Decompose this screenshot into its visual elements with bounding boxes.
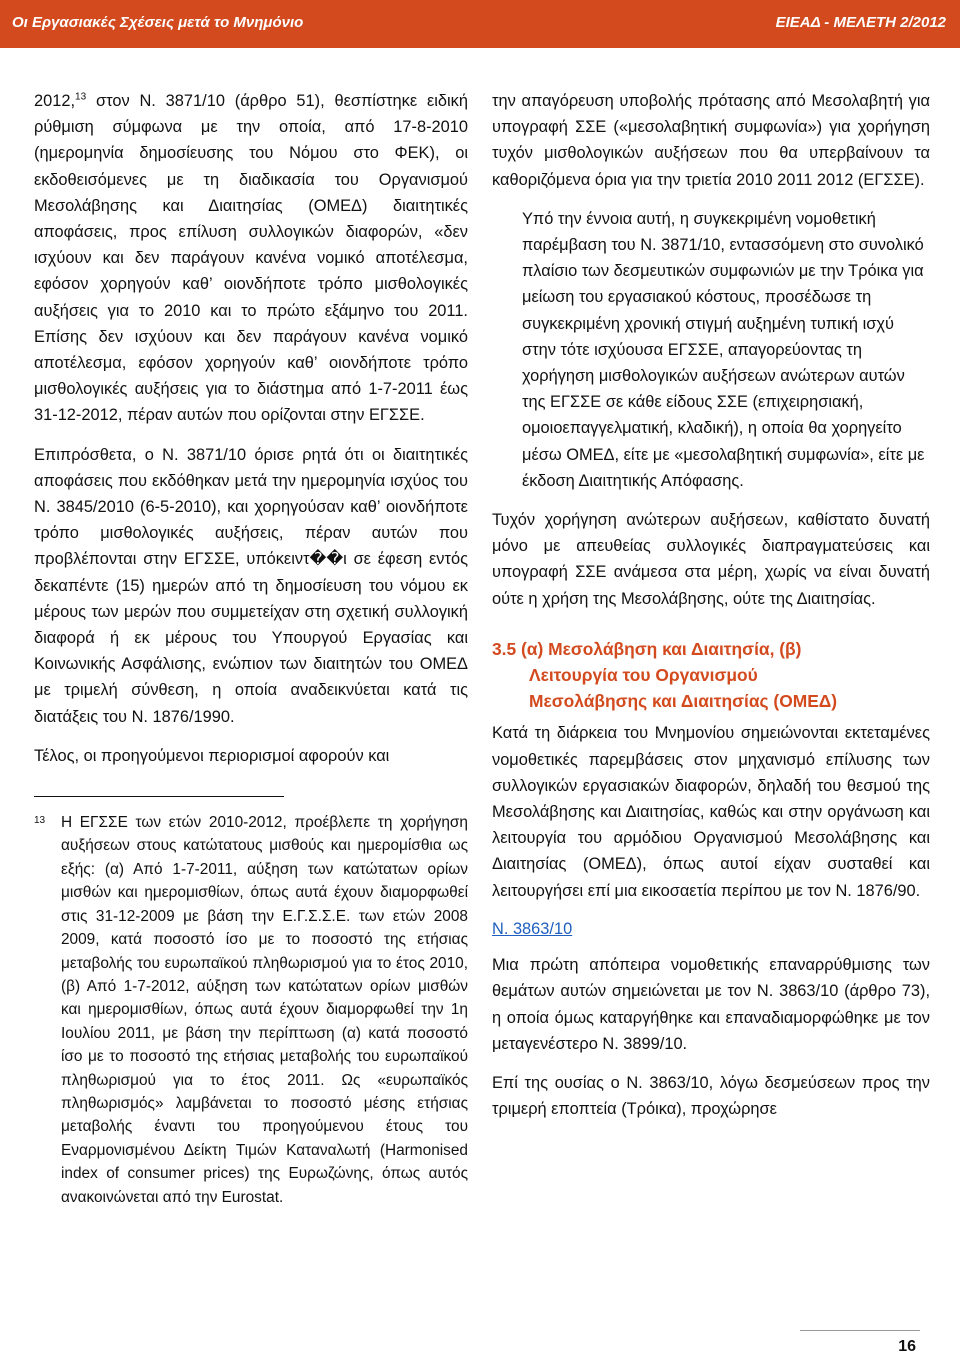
footnote-number: 13: [34, 815, 46, 827]
footnote: [34, 811, 468, 1209]
footnote-divider: [34, 796, 284, 797]
paragraph: Τυχόν χορήγηση ανώτερων αυξήσεων, καθίστατο δυνατή μόνο με απευθείας συλλογικές διαπραγματεύσεις και υπογραφή ΣΣΕ ανάμεσα στα μέρη, χωρίς να είναι δυνατή ούτε η χρήση της Μεσολάβησης, ούτε της Διαιτησίας.: [492, 511, 930, 608]
page-number-divider: [800, 1330, 920, 1331]
header-title: Οι Εργασιακές Σχέσεις μετά το Μνημόνιο: [12, 14, 304, 31]
indented-paragraph: Υπό την έννοια αυτή, η συγκεκριμένη νομοθετική παρέμβαση του Ν. 3871/10, εντασσόμενη στο συνολικό πλαίσιο των δεσμευτικών συμφωνιών με την Τρόικα για μείωση του εργασιακού κόστους, προσέδωσε τη συγκεκριμένη χρονική στιγμή αυξημένη τυπική ισχύ στην τότε ισχύουσα ΕΓΣΣΕ, απαγορεύοντας τη χορήγηση μισθολογικών αυξήσεων ανώτερων αυτών της ΕΓΣΣΕ σε κάθε είδους ΣΣΕ (επιχειρησιακή, ομοιοεπαγγελματική, κλαδική), η οποία θα χορηγείτο μέσω ΟΜΕΔ, είτε με «μεσολαβητική συμφωνία», είτε με έκδοση Διαιτητικής Απόφασης.: [522, 209, 925, 490]
paragraph: Τέλος, οι προηγούμενοι περιορισμοί αφορούν και: [34, 746, 390, 765]
left-column: [34, 88, 468, 1209]
footnote-text: Η ΕΓΣΣΕ των ετών 2010-2012, προέβλεπε τη χορήγηση αυξήσεων στους κατώτατους μισθούς και ημερομίσθια ως εξής: (α) Από 1-7-2011, αύξηση των κατώτατων ορίων μισθών και ημερομισθίων, όπως αυτά έχουν διαμορφωθεί στις 31-12-2009 με βάση την Ε.Γ.Σ.Σ.Ε. των ετών 2008 2009, κατά ποσοστό ίσο με το ποσοστό της ετήσιας μεταβολής του ευρωπαϊκού πληθωρισμού για το έτος 2010, (β) Από 1-7-2012, αύξηση των κατώτατων ορίων μισθών και ημερομισθίων, όπως αυτά έχουν διαμορφωθεί την 1η Ιουλίου 2011, με βάση την περίπτωση (α) κατά ποσοστό ίσο με το ποσοστό της ετήσιας μεταβολής του ευρωπαϊκού πληθωρισμού για το έτος 2011. Ως «ευρωπαϊκός πληθωρισμός» λαμβάνεται το ποσοστό μέσης ετήσιας μεταβολής έναντι του προηγούμενου έτους του Εναρμονισμένου Δείκτη Τιμών Καταναλωτή (Harmonised index of consumer prices) της Ευρωζώνης, όπως αυτός ανακοινώνεται από την Eurostat.: [61, 814, 468, 1206]
law-link[interactable]: Ν. 3863/10: [492, 919, 573, 938]
paragraph: 2012,13 στον Ν. 3871/10 (άρθρο 51), θεσπίστηκε ειδική ρύθμιση σύμφωνα με την οποία, από 17-8-2010 (ημερομηνία δημοσίευσης του Νόμου στο ΦΕΚ), οι εκδοθεισόμενες με τη διαδικασία του Οργανισμού Μεσολάβησης και Διαιτησίας (ΟΜΕΔ) διαιτητικές αποφάσεις, προς επίλυση συλλογικών διαφορών, «δεν ισχύουν και δεν παράγουν κανένα νομικό αποτέλεσμα, εφόσον χορηγούν καθ’ οιονδήποτε τρόπο μισθολογικές αυξήσεις για το 2010 και το πρώτο εξάμηνο του 2011. Επίσης δεν ισχύουν και δεν παράγουν κανένα νομικό αποτέλεσμα, εφόσον χορηγούν καθ’ οιονδήποτε τρόπο μισθολογικές αυξήσεις για το διάστημα από 1-7-2011 έως 31-12-2012, πέραν αυτών που ορίζονται στην ΕΓΣΣΕ.: [34, 91, 468, 425]
footnote-ref[interactable]: 13: [75, 91, 87, 103]
paragraph: Επί της ουσίας ο Ν. 3863/10, λόγω δεσμεύσεων προς την τριμερή εποπτεία (Τρόικα), προχώρησε: [492, 1073, 930, 1119]
page-header: [0, 0, 960, 48]
paragraph: την απαγόρευση υποβολής πρότασης από Μεσολαβητή για υπογραφή ΣΣΕ («μεσολαβητική συμφωνία») για χορήγηση τυχόν μισθολογικών αυξήσεων που θα υπερβαίνουν τα καθοριζόμενα όρια για την τριετία 2010 2011 2012 (ΕΓΣΣΕ).: [492, 92, 930, 189]
paragraph: Επιπρόσθετα, ο Ν. 3871/10 όρισε ρητά ότι οι διαιτητικές αποφάσεις που εκδόθηκαν μετά την ημερομηνία ισχύος του Ν. 3845/2010 (6-5-2010), και χορηγούσαν καθ’ οιονδήποτε τρόπο μισθολογικές αυξήσεις, πέραν αυτών που προβλέπονται στην ΕΓΣΣΕ, υπόκειντ��ι σε έφεση εντός δεκαπέντε (15) ημερών από τη δημοσίευση του νόμου εκ μέρους των μερών που συμμετείχαν στη σχετική συλλογική διαφορά ή εκ μέρους του Υπουργού Εργασίας και Κοινωνικής Ασφάλισης, ενώπιον των διαιτητών του ΟΜΕΔ με τριμελή σύνθεση, η οποία αναδεικνύεται κατά τις διατάξεις του Ν. 1876/1990.: [34, 445, 468, 726]
paragraph: Μια πρώτη απόπειρα νομοθετικής επαναρρύθμισης των θεμάτων αυτών σημειώνεται με τον Ν. 3863/10 (άρθρο 73), η οποία όμως καταργήθηκε και επαναδιαμορφώθηκε με τον μεταγενέστερο Ν. 3899/10.: [492, 956, 930, 1053]
paragraph: Κατά τη διάρκεια του Μνημονίου σημειώνονται εκτεταμένες νομοθετικές παρεμβάσεις στον μηχανισμό επίλυσης των συλλογικών εργασιακών διαφορών, δηλαδή του θεσμού της Μεσολάβησης και Διαιτησίας, καθώς και στην οργάνωση και λειτουργία του αρμόδιου Οργανισμού Μεσολάβησης και Διαιτησίας (ΟΜΕΔ), όπως αυτοί είχαν συσταθεί και λειτουργήσει επί μια εικοσαετία περίπου με τον Ν. 1876/90.: [492, 724, 930, 900]
header-series: ΕΙΕΑΔ - ΜΕΛΕΤΗ 2/2012: [775, 14, 946, 31]
section-heading: 3.5 (α) Μεσολάβηση και Διαιτησία, (β) Λειτουργία του Οργανισμού Μεσολάβησης και Διαιτησίας (ΟΜΕΔ): [492, 638, 838, 712]
right-column: [492, 88, 930, 1122]
page-number: 16: [898, 1338, 916, 1355]
